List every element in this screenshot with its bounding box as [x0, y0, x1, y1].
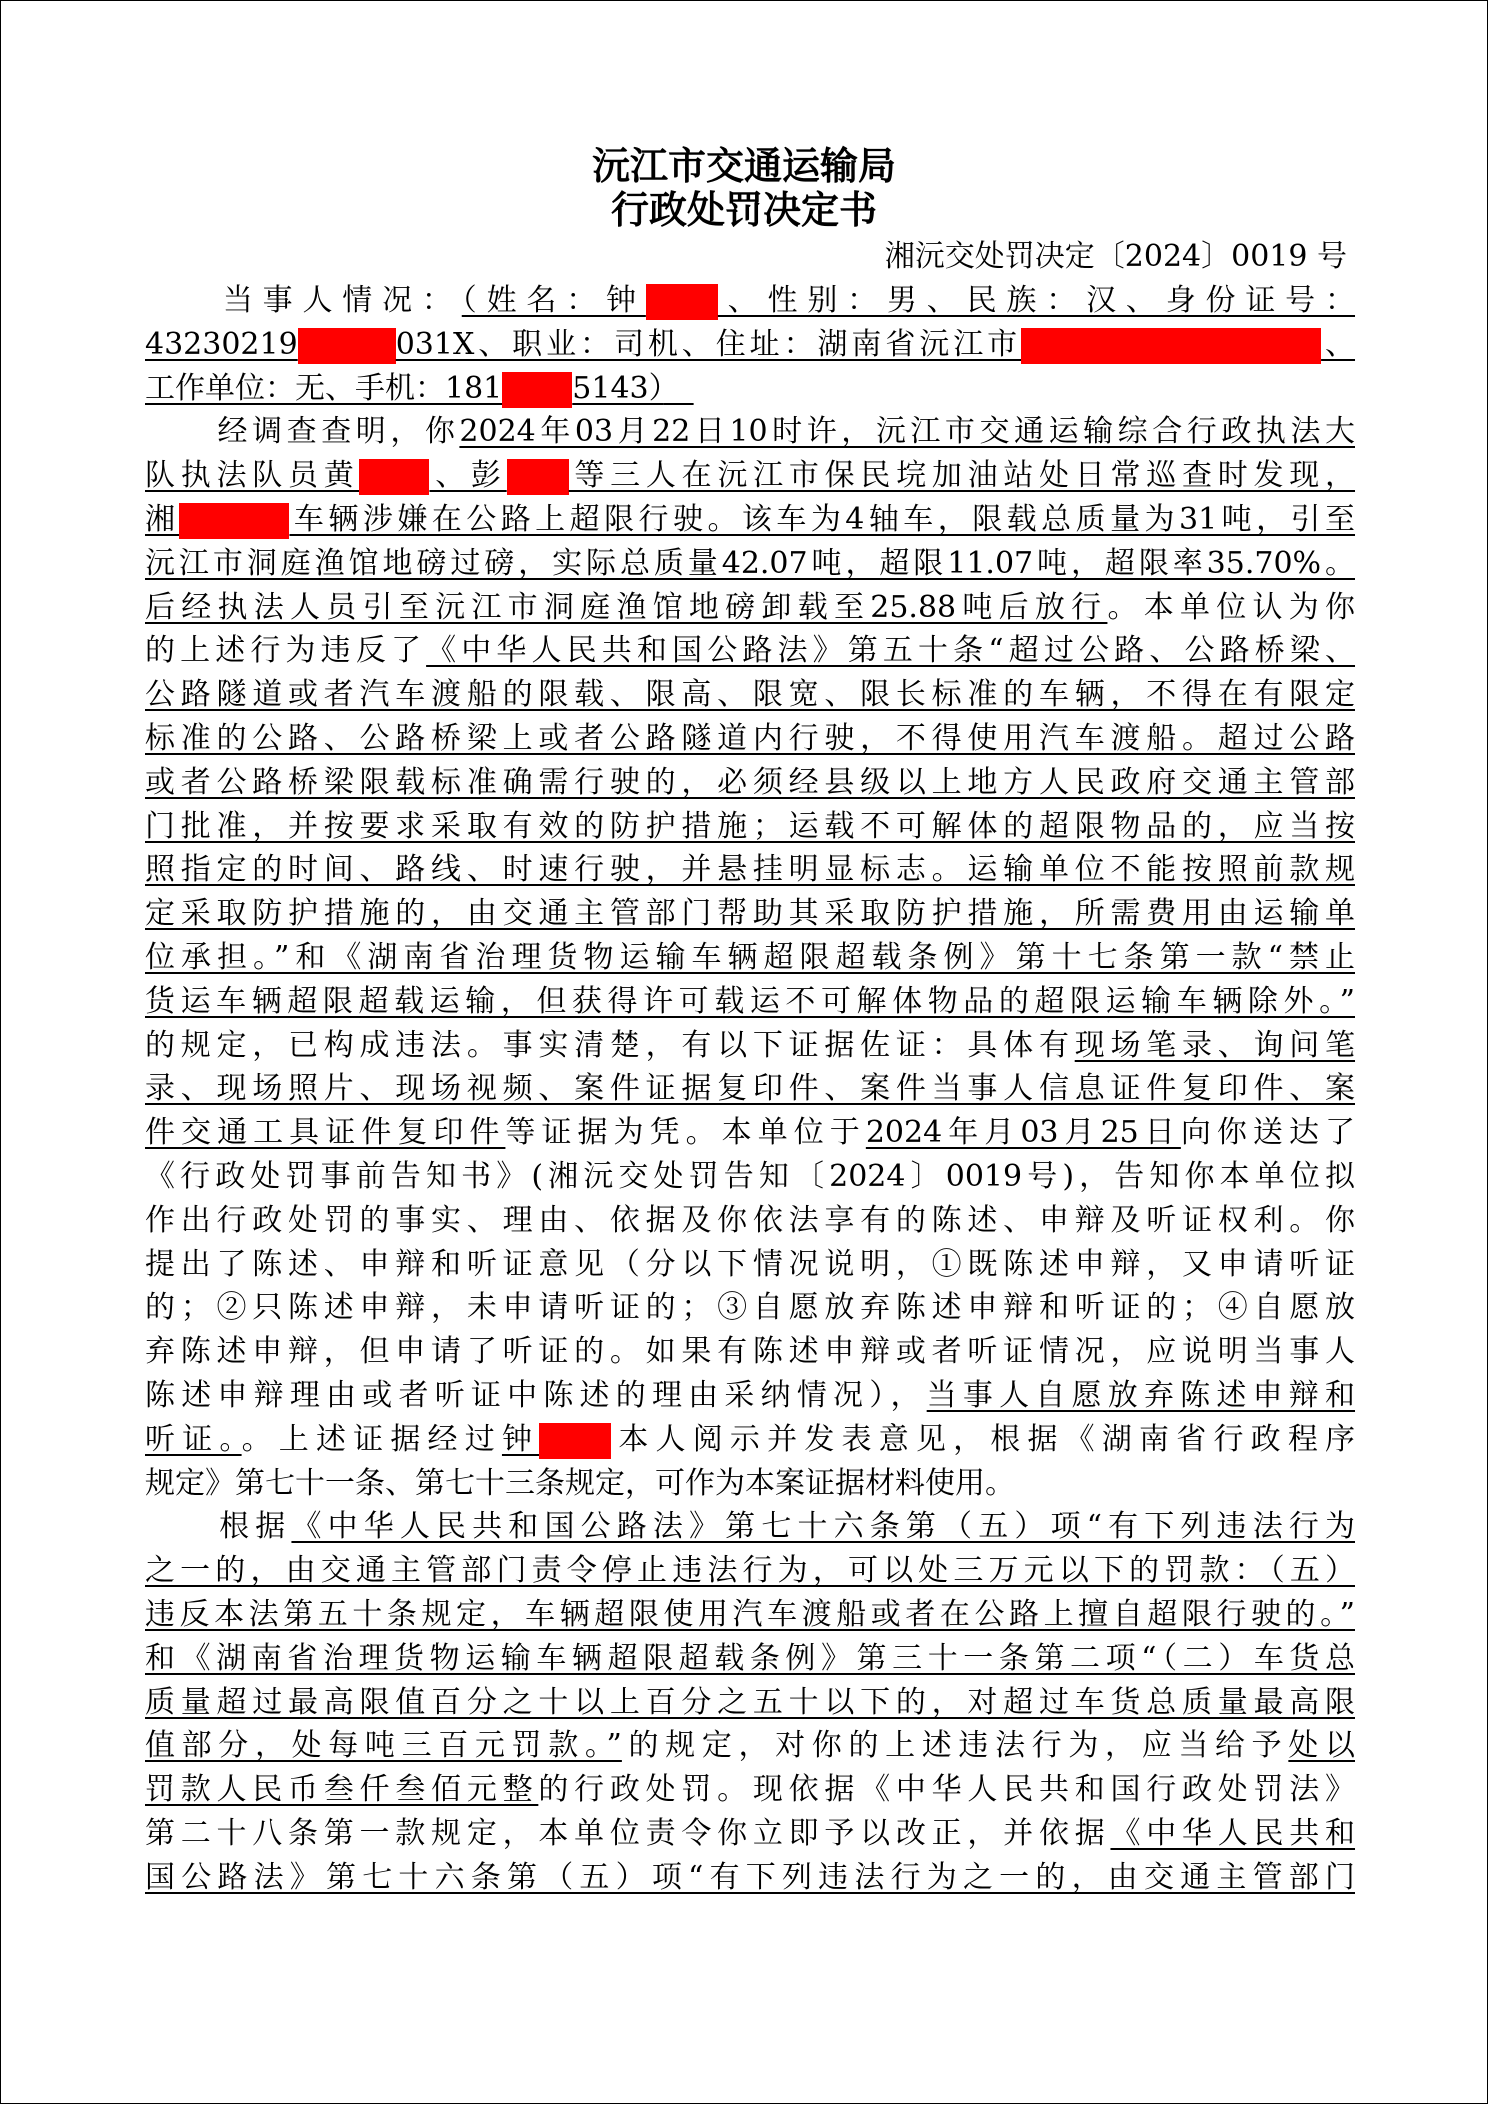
- underlined-text: 或者公路桥梁限载标准确需行驶的，必须经县级以上地方人民政府交通主管部: [145, 764, 1355, 800]
- text-line: [145, 586, 1355, 630]
- underlined-text: 钟: [501, 1421, 540, 1457]
- body-text: 规定》第七十一条、第七十三条规定，可作为本案证据材料使用。: [145, 1465, 1015, 1501]
- text-line: [145, 1199, 1355, 1243]
- underlined-text: 照指定的时间、路线、时速行驶，并悬挂明显标志。运输单位不能按照前款规: [145, 852, 1355, 888]
- redaction-block: [1021, 328, 1321, 364]
- text-line: [145, 542, 1355, 586]
- underlined-text: 听证。: [145, 1421, 242, 1457]
- underlined-text: 现场笔录、询问笔: [1074, 1027, 1356, 1063]
- underlined-text: 、彭: [429, 458, 507, 494]
- text-line: [145, 892, 1355, 936]
- underlined-text: 公路隧道或者汽车渡船的限载、限高、限宽、限长标准的车辆，不得在有限定: [145, 677, 1355, 713]
- redaction-block: [646, 284, 718, 320]
- text-line: [145, 1155, 1355, 1199]
- body-text: 提出了陈述、申辩和听证意见（分以下情况说明，①既陈述申辩，又申请听证: [145, 1246, 1355, 1282]
- text-line: [145, 980, 1355, 1024]
- text-line: [145, 1462, 1355, 1506]
- text-line: [145, 1549, 1355, 1593]
- underlined-text: 等三人在沅江市保民垸加油站处日常巡查时发现，: [568, 458, 1356, 494]
- body-text: 经调查查明，你: [213, 414, 460, 450]
- text-line: [145, 1505, 1355, 1549]
- body-text: 作出行政处罚的事实、理由、依据及你依法享有的陈述、申辩及听证权利。你: [145, 1202, 1355, 1238]
- text-line: [145, 673, 1355, 717]
- redaction-block: [507, 459, 569, 495]
- body-text: 。上述证据经过: [241, 1421, 502, 1457]
- text-line: [145, 848, 1355, 892]
- text-line: [145, 1067, 1355, 1111]
- text-line: [145, 1768, 1355, 1812]
- redaction-block: [179, 503, 289, 539]
- text-line: [145, 454, 1355, 498]
- body-text: 陈述申辩理由或者听证中陈述的理由采纳情况），: [145, 1377, 927, 1413]
- underlined-text: 处以: [1288, 1728, 1355, 1764]
- body-text: 的行政处罚。现依据《中华人民共和国行政处罚法》: [538, 1772, 1356, 1808]
- text-line: [145, 936, 1355, 980]
- underlined-text: 当事人自愿放弃陈述申辩和: [926, 1377, 1356, 1413]
- text-line: [145, 1024, 1355, 1068]
- text-line: [145, 629, 1355, 673]
- body-text: 根据: [213, 1509, 292, 1545]
- text-line: [145, 1724, 1355, 1768]
- document-number: 湘沅交处罚决定〔2024〕0019 号: [884, 239, 1347, 274]
- text-line: [145, 410, 1355, 454]
- underlined-text: 、: [1321, 326, 1356, 362]
- body-text: 《行政处罚事前告知书》(湘沅交处罚告知〔2024〕0019号)，告知你本单位拟: [145, 1158, 1355, 1194]
- body-text: 的上述行为违反了: [145, 633, 427, 669]
- underlined-text: 5143）: [572, 370, 664, 406]
- underlined-text: 031X、职业：司机、住址：湖南省沅江市: [395, 326, 1022, 362]
- redaction-block: [539, 1423, 611, 1459]
- underlined-text: 和《湖南省治理货物运输车辆超限超载条例》第三十一条第二项“（二）车货总: [145, 1640, 1355, 1676]
- underlined-text: 录、现场照片、现场视频、案件证据复印件、案件当事人信息证件复印件、案: [145, 1071, 1355, 1107]
- body-text: 的规定，对你的上述违法行为，应当给予: [621, 1728, 1289, 1764]
- text-line: [145, 805, 1355, 849]
- document-title: 行政处罚决定书: [610, 188, 877, 232]
- underlined-text: 《中华人民共和国公路法》第五十条“超过公路、公路桥梁、: [426, 633, 1356, 669]
- underlined-text: 43230219: [145, 326, 298, 362]
- underlined-text: 标准的公路、公路桥梁上或者公路隧道内行驶，不得使用汽车渡船。超过公路: [145, 720, 1355, 756]
- underlined-text: 沅江市洞庭渔馆地磅过磅，实际总质量42.07吨，超限11.07吨，超限率35.70%。: [145, 545, 1355, 581]
- underlined-text: 位承担。”和《湖南省治理货物运输车辆超限超载条例》第十七条第一款“禁止: [145, 939, 1355, 975]
- text-line: [145, 761, 1355, 805]
- text-line: [145, 717, 1355, 761]
- underlined-text: 《中华人民共和: [1110, 1815, 1356, 1851]
- text-line: [145, 1637, 1355, 1681]
- text-line: [145, 367, 1355, 411]
- redaction-block: [298, 328, 396, 364]
- text-line: [145, 1593, 1355, 1637]
- underlined-text: 2024年03月22日10时许，沅江市交通运输综合行政执法大: [459, 414, 1355, 450]
- document-body: [145, 279, 1355, 1899]
- body-text: 第二十八条第一款规定，本单位责令你立即予以改正，并依据: [145, 1815, 1111, 1851]
- text-line: [145, 279, 1355, 323]
- text-line: [145, 1374, 1355, 1418]
- redaction-block: [502, 372, 572, 408]
- underlined-text: 门批准，并按要求采取有效的防护措施；运载不可解体的超限物品的，应当按: [145, 808, 1355, 844]
- body-text: 本人阅示并发表意见，根据《湖南省行政程序: [611, 1421, 1356, 1457]
- underlined-text: [664, 371, 694, 406]
- text-line: [145, 1856, 1355, 1900]
- text-line: [145, 1681, 1355, 1725]
- body-text: 等证据为凭。本单位于: [505, 1115, 866, 1151]
- body-text: 的；②只陈述申辩，未申请听证的；③自愿放弃陈述申辩和听证的；④自愿放: [145, 1290, 1355, 1326]
- text-line: [145, 1812, 1355, 1856]
- text-line: [145, 1286, 1355, 1330]
- body-text: 。本单位认为你: [1107, 589, 1356, 625]
- text-line: [145, 1418, 1355, 1462]
- text-line: [145, 1111, 1355, 1155]
- text-line: [145, 323, 1355, 367]
- text-line: [145, 1243, 1355, 1287]
- underlined-text: 之一的，由交通主管部门责令停止违法行为，可以处三万元以下的罚款：（五）: [145, 1553, 1355, 1589]
- issuer-title: 沅江市交通运输局: [591, 144, 896, 188]
- underlined-text: 定采取防护措施的，由交通主管部门帮助其采取防护措施，所需费用由运输单: [145, 896, 1355, 932]
- body-text: 的规定，已构成违法。事实清楚，有以下证据佐证：具体有: [145, 1027, 1075, 1063]
- text-line: [145, 1330, 1355, 1374]
- redaction-block: [359, 459, 429, 495]
- underlined-text: 后经执法人员引至沅江市洞庭渔馆地磅卸载至25.88吨后放行: [145, 589, 1108, 625]
- underlined-text: 车辆涉嫌在公路上超限行驶。该车为4轴车，限载总质量为31吨，引至: [289, 501, 1356, 537]
- underlined-text: 2024年月03月25日: [865, 1115, 1181, 1151]
- underlined-text: 罚款人民币叁仟叁佰元整: [145, 1772, 539, 1808]
- text-line: [145, 498, 1355, 542]
- underlined-text: 《中华人民共和国公路法》第七十六条第（五）项“有下列违法行为: [291, 1509, 1355, 1545]
- underlined-text: 货运车辆超限超载运输，但获得许可载运不可解体物品的超限运输车辆除外。”: [145, 983, 1355, 1019]
- body-text: 弃陈述申辩，但申请了听证的。如果有陈述申辩或者听证情况，应说明当事人: [145, 1334, 1355, 1370]
- underlined-text: 国公路法》第七十六条第（五）项“有下列违法行为之一的，由交通主管部门: [145, 1859, 1355, 1895]
- underlined-text: （姓名：钟: [461, 283, 646, 318]
- body-text: 当事人情况：: [213, 283, 462, 318]
- underlined-text: 值部分，处每吨三百元罚款。”: [145, 1728, 622, 1764]
- underlined-text: 质量超过最高限值百分之十以上百分之五十以下的，对超过车货总质量最高限: [145, 1684, 1355, 1720]
- underlined-text: 违反本法第五十条规定，车辆超限使用汽车渡船或者在公路上擅自超限行驶的。”: [145, 1596, 1355, 1632]
- underlined-text: 队执法队员黄: [145, 458, 360, 494]
- underlined-text: 、性别：男、民族：汉、身份证号：: [717, 283, 1356, 318]
- underlined-text: 工作单位：无、手机：181: [145, 370, 503, 406]
- underlined-text: 湘: [145, 501, 180, 537]
- underlined-text: 件交通工具证件复印件: [145, 1115, 506, 1151]
- body-text: 向你送达了: [1180, 1115, 1356, 1151]
